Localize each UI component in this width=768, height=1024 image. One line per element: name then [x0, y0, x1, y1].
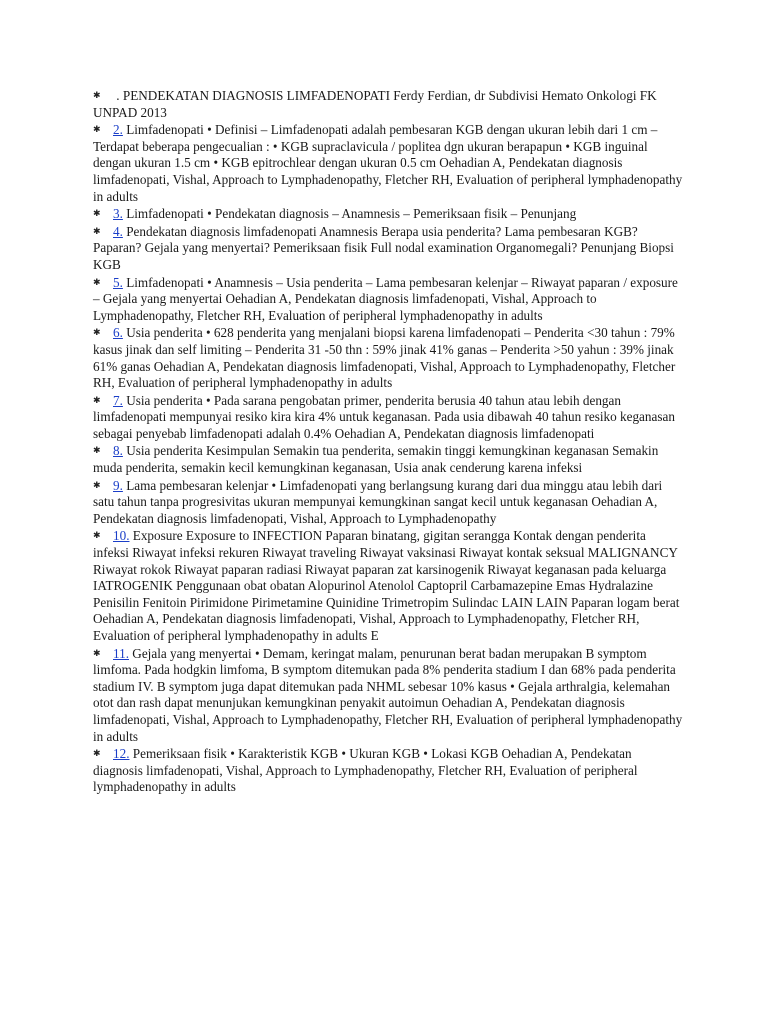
slide-link[interactable]: 8.	[113, 443, 123, 459]
list-item	[93, 392, 683, 443]
asterisk-bullet-icon: ✱	[93, 327, 101, 338]
list-item	[93, 442, 683, 476]
document-body	[93, 87, 683, 796]
list-item	[93, 223, 683, 274]
slide-link[interactable]: 10.	[113, 528, 130, 544]
asterisk-bullet-icon: ✱	[93, 530, 101, 541]
list-item	[93, 121, 683, 205]
item-text: Gejala yang menyertai • Demam, keringat malam, penurunan berat badan merupakan B symptom limfoma. Pada hodgkin limfoma, B symptom ditemukan pada 8% penderita stadium I dan 68% pada penderita stadium IV. B symptom juga dapat ditemukan pada NHML sebesar 10% kasus • Gejala arthralgia, kelemahan otot dan rash dapat menunjukan kemungkinan penyakit autoimun Oehadian A, Pendekatan diagnosis limfadenopati, Vishal, Approach to Lymphadenopathy, Fletcher RH, Evaluation of peripheral lymphadenopathy in adults	[93, 645, 683, 744]
list-item	[93, 527, 683, 644]
item-text: Pendekatan diagnosis limfadenopati Anamnesis Berapa usia penderita? Lama pembesaran KGB? Paparan? Gejala yang menyertai? Pemeriksaan fisik Full nodal examination Organomegali? Penunjang Biopsi KGB	[93, 223, 674, 272]
slide-link[interactable]: 9.	[113, 477, 123, 493]
list-item	[93, 477, 683, 528]
item-text: Usia penderita Kesimpulan Semakin tua penderita, semakin tinggi kemungkinan keganasan Semakin muda penderita, semakin kecil kemungkinan keganasan, Usia anak cenderung karena infeksi	[93, 443, 659, 476]
asterisk-bullet-icon: ✱	[93, 748, 101, 759]
asterisk-bullet-icon: ✱	[93, 208, 101, 219]
asterisk-bullet-icon: ✱	[93, 445, 101, 456]
item-text: Limfadenopati • Definisi – Limfadenopati adalah pembesaran KGB dengan ukuran lebih dari 1 cm – Terdapat beberapa pengecualian : • KGB supraclavicula / poplitea dgn ukuran berapapun • KGB inguinal dengan ukuran 1.5 cm • KGB epitrochlear dengan ukuran 0.5 cm Oehadian A, Pendekatan diagnosis limfadenopati, Vishal, Approach to Lymphadenopathy, Fletcher RH, Evaluation of peripheral lymphadenopathy in adults	[93, 122, 683, 204]
list-item	[93, 205, 683, 223]
slide-link[interactable]: 4.	[113, 223, 123, 239]
slide-link[interactable]: 7.	[113, 392, 123, 408]
slide-link[interactable]: 2.	[113, 122, 123, 138]
item-text: Limfadenopati • Anamnesis – Usia penderita – Lama pembesaran kelenjar – Riwayat paparan / exposure – Gejala yang menyertai Oehadian A, Pendekatan diagnosis limfadenopati, Vishal, Approach to Lymphadenopathy, Fletcher RH, Evaluation of peripheral lymphadenopathy in adults	[93, 274, 678, 323]
item-text: Lama pembesaran kelenjar • Limfadenopati yang berlangsung kurang dari dua minggu atau lebih dari satu tahun tanpa progresivitas ukuran mempunyai kemungkinan sangat kecil untuk keganasan Oehadian A, Pendekatan diagnosis limfadenopati, Vishal, Approach to Lymphadenopathy	[93, 477, 663, 526]
asterisk-bullet-icon: ✱	[93, 124, 101, 135]
item-text: Exposure Exposure to INFECTION Paparan binatang, gigitan serangga Kontak dengan penderita infeksi Riwayat infeksi rekuren Riwayat traveling Riwayat vaksinasi Riwayat kontak seksual MALIGNANCY Riwayat rokok Riwayat paparan radiasi Riwayat paparan zat karsinogenik Riwayat keganasan pada keluarga IATROGENIK Penggunaan obat obatan Alopurinol Atenolol Captopril Carbamazepine Emas Hydralazine Penisilin Fenitoin Pirimidone Pirimetamine Quinidine Trimetropim Sulindac LAIN LAIN Paparan logam berat Oehadian A, Pendekatan diagnosis limfadenopati, Vishal, Approach to Lymphadenopathy, Fletcher RH, Evaluation of peripheral lymphadenopathy in adults E	[93, 528, 680, 643]
asterisk-bullet-icon: ✱	[93, 394, 101, 405]
slide-link[interactable]: 5.	[113, 274, 123, 290]
asterisk-bullet-icon: ✱	[93, 90, 101, 100]
slide-link[interactable]: 3.	[113, 206, 123, 222]
item-text: Pemeriksaan fisik • Karakteristik KGB • Ukuran KGB • Lokasi KGB Oehadian A, Pendekatan diagnosis limfadenopati, Vishal, Approach to Lymphadenopathy, Fletcher RH, Evaluation of peripheral lymphadenopathy in adults	[93, 746, 638, 795]
asterisk-bullet-icon: ✱	[93, 647, 101, 658]
item-text: Limfadenopati • Pendekatan diagnosis – Anamnesis – Pemeriksaan fisik – Penunjang	[126, 206, 577, 222]
list-item	[93, 745, 683, 796]
asterisk-bullet-icon: ✱	[93, 479, 101, 490]
item-text: Usia penderita • Pada sarana pengobatan primer, penderita berusia 40 tahun atau lebih dengan limfadenopati mempunyai resiko kira kira 4% untuk keganasan. Pada usia dibawah 40 tahun resiko keganasan sebagai penyebab limfadenopati adalah 0.4% Oehadian A, Pendekatan diagnosis limfadenopati	[93, 392, 675, 441]
asterisk-bullet-icon: ✱	[93, 225, 101, 236]
list-item	[93, 274, 683, 325]
list-item	[93, 87, 683, 121]
slide-link[interactable]: 12.	[113, 746, 130, 762]
slide-link[interactable]: 6.	[113, 325, 123, 341]
asterisk-bullet-icon: ✱	[93, 276, 101, 287]
list-item	[93, 324, 683, 391]
item-text: Usia penderita • 628 penderita yang menjalani biopsi karena limfadenopati – Penderita <30 tahun : 79% kasus jinak dan self limiting – Penderita 31 -50 thn : 59% jinak 41% ganas – Penderita >50 yahun : 39% jinak 61% ganas Oehadian A, Pendekatan diagnosis limfadenopati, Vishal, Approach to Lymphadenopathy, Fletcher RH, Evaluation of peripheral lymphadenopathy in adults	[93, 325, 676, 391]
list-item	[93, 645, 683, 746]
item-text: . PENDEKATAN DIAGNOSIS LIMFADENOPATI Ferdy Ferdian, dr Subdivisi Hemato Onkologi FK UNPAD 2013	[93, 88, 657, 120]
slide-link[interactable]: 11.	[113, 645, 129, 661]
